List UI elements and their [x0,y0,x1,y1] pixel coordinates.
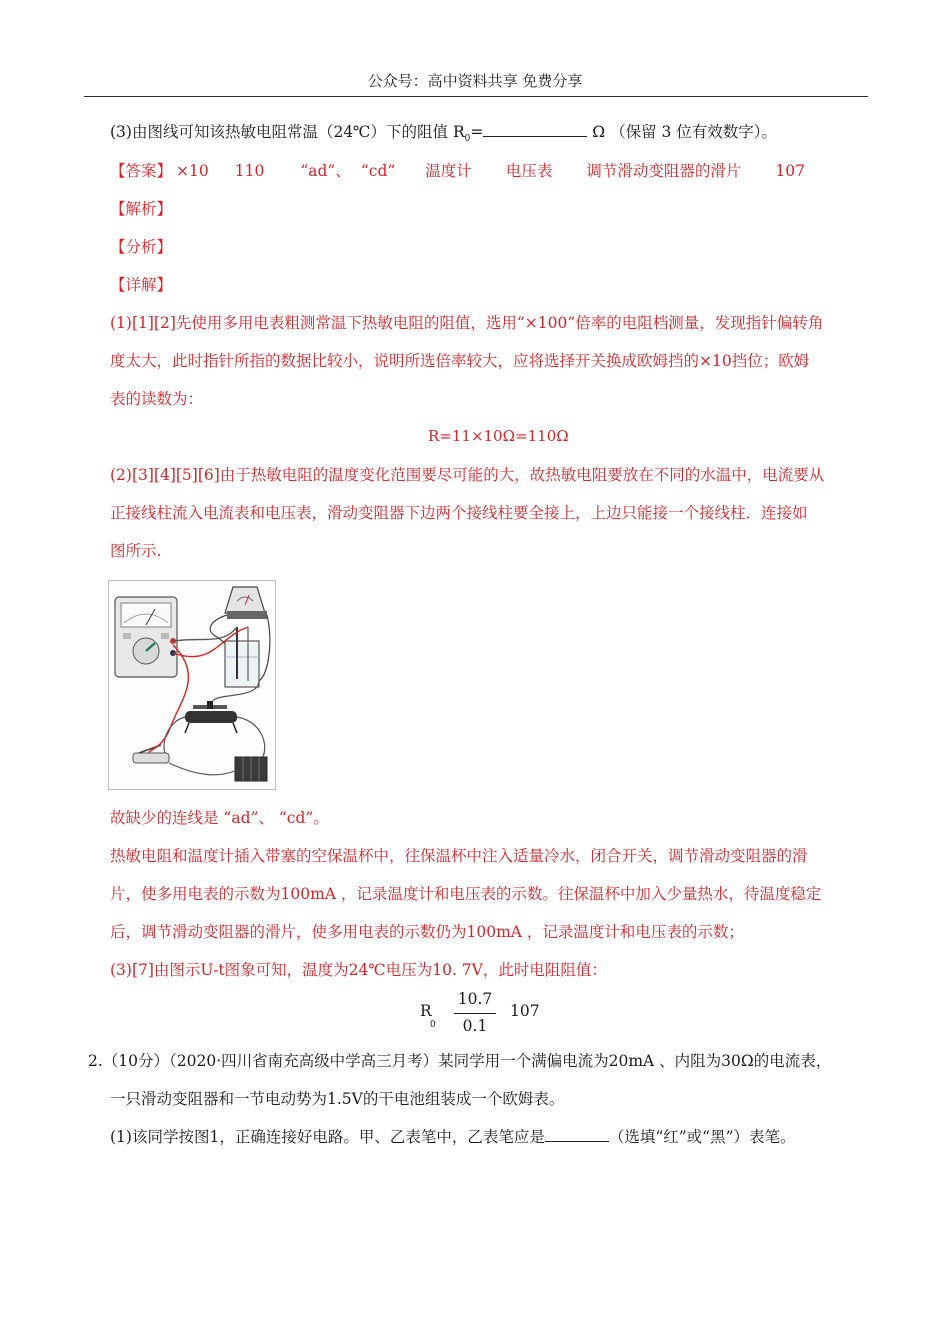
paragraph-2-line: 正接线柱流入电流表和电压表，滑动变阻器下边两个接线柱要全接上，上边只能接一个接线柱．连接如 [110,504,808,522]
paragraph-3-line: 片，使多用电表的示数为100mA ，记录温度计和电压表的示数。往保温杯中加入少量热水，待温度稳定 [110,885,822,903]
formula-result: 107 [510,1002,540,1020]
pen-color-blank [545,1127,609,1142]
answer-item: 温度计 [425,162,472,180]
question-2-line: 2.（10分）（2020·四川省南充高级中学高三月考）某同学用一个满偏电流为20mA 、内阻为30Ω的电流表， [88,1052,832,1070]
formula-resistance: R=11×10Ω=110Ω [428,427,569,445]
formula-denominator: 0.1 [462,1017,488,1035]
header-divider [84,96,868,97]
paragraph-3-line: 热敏电阻和温度计插入带塞的空保温杯中，往保温杯中注入适量冷水，闭合开关，调节滑动变阻器的滑 [110,847,808,865]
question-2-part1-hint: （选填“红”或“黑”）表笔。 [608,1128,796,1146]
question-2-part1-text: (1)该同学按图1，正确连接好电路。甲、乙表笔中，乙表笔应是 [110,1128,545,1146]
formula-numerator: 10.7 [457,990,493,1008]
answer-label: 【答案】 [110,162,173,180]
paragraph-1-line: 度太大，此时指针所指的数据比较小，说明所选倍率较大，应将选择开关换成欧姆挡的×10挡位；欧姆 [110,352,810,370]
q3-eq: = [470,123,484,141]
jiexi-heading: 【解析】 [110,200,173,218]
paragraph-4-line: (3)[7]由图示U-t图象可知，温度为24℃电压为10. 7V，此时电阻阻值： [110,961,607,979]
circuit-diagram [109,581,275,789]
xiangjie-heading: 【详解】 [110,276,173,294]
answer-item: 电压表 [505,162,553,180]
battery-icon [235,757,267,781]
paragraph-2-line: (2)[3][4][5][6]由于热敏电阻的温度变化范围要尽可能的大，故热敏电阻要放在不同的水温中，电流要从 [110,466,825,484]
beaker-icon [225,627,259,687]
fraction-bar [454,1013,496,1014]
answer-item: ×10 [176,162,209,180]
circuit-figure [108,580,276,790]
paragraph-1-line: (1)[1][2]先使用多用电表粗测常温下热敏电阻的阻值，选用“×100”倍率的电阻档测量，发现指针偏转角 [110,314,824,332]
q3-line [110,122,777,149]
fenxi-heading: 【分析】 [110,238,173,256]
page-header: 公众号：高中资料共享 免费分享 [367,72,583,90]
q3-prefix: (3)由图线可知该热敏电阻常温（24℃）下的阻值 R [110,123,465,141]
formula-r0-symbol: R [420,1002,432,1020]
q3-suffix: Ω （保留 3 位有效数字）。 [592,123,778,141]
answer-item: “ad”、 [300,162,351,180]
missing-wires-line: 故缺少的连线是 “ad”、 “cd”。 [110,809,329,827]
paragraph-2-line: 图所示. [110,542,162,560]
question-2-part1 [110,1127,796,1147]
answer-item: 调节滑动变阻器的滑片 [586,162,742,180]
question-2-line: 一只滑动变阻器和一节电动势为1.5V的干电池组装成一个欧姆表。 [110,1090,565,1108]
rheostat-icon [185,701,237,733]
formula-r0-subscript: 0 [430,1020,436,1030]
paragraph-1-line: 表的读数为： [110,390,204,408]
q3-subscript: 0 [464,134,471,144]
paragraph-3-line: 后，调节滑动变阻器的滑片，使多用电表的示数仍为100mA ，记录温度计和电压表的示数； [110,923,744,941]
formula-r0-lhs [420,1002,432,1020]
answer-item: 107 [775,162,805,180]
answer-item: “cd” [360,162,396,180]
q3-answer-blank [483,122,587,137]
answer-item: 110 [234,162,265,180]
voltmeter-icon [225,587,267,619]
answer-line [110,161,831,181]
multimeter-icon [115,597,177,677]
